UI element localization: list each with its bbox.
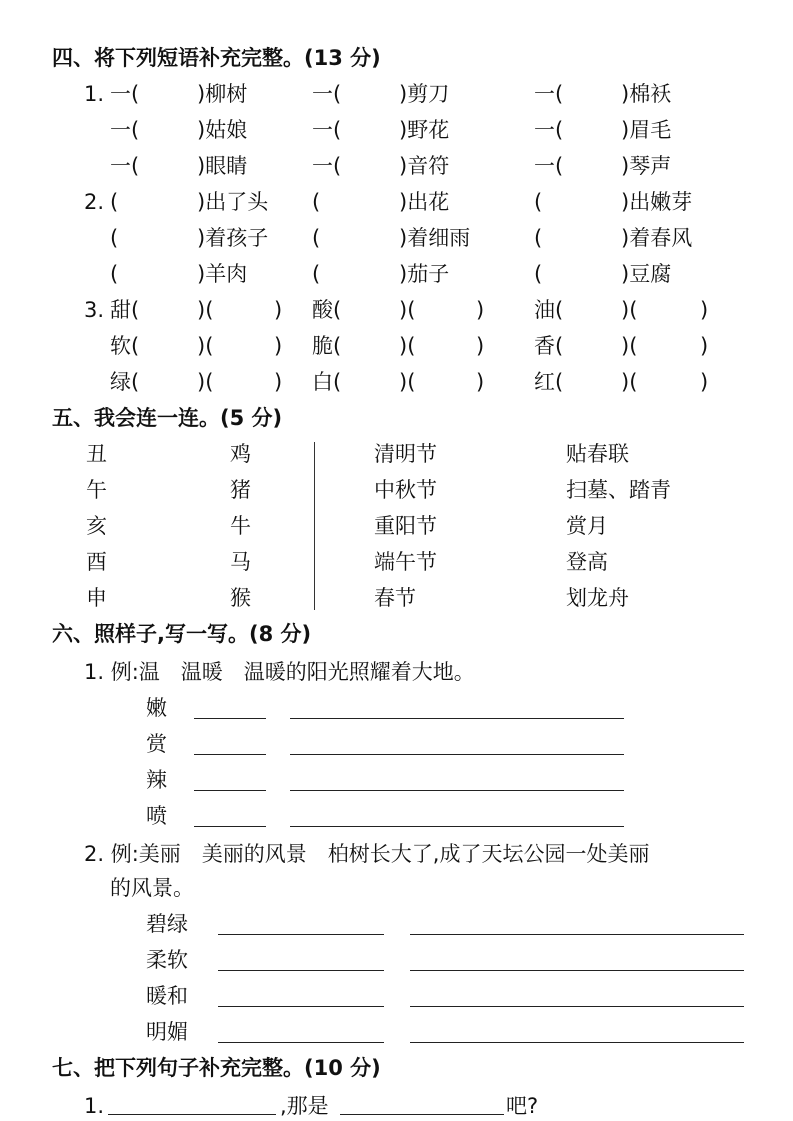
q4-1-number: 1.: [84, 82, 105, 106]
ex1-word-blank[interactable]: [194, 826, 266, 827]
custom-item[interactable]: 扫墓、踏青: [566, 478, 671, 502]
q4-2-word: )出了头: [197, 190, 269, 214]
q4-2-number: 2.: [84, 190, 105, 214]
q4-1-blank-open: 一(: [534, 118, 564, 142]
ex2-phrase-blank[interactable]: [218, 1006, 384, 1007]
q4-3-paren: ): [476, 298, 485, 322]
q4-3-char: 油(: [534, 298, 564, 322]
ex1-word-blank[interactable]: [194, 718, 266, 719]
q4-1-blank-open: 一(: [312, 118, 342, 142]
q7-1-middle: ,那是: [280, 1094, 329, 1118]
q4-1-blank-open: 一(: [312, 154, 342, 178]
ex2-sentence-blank[interactable]: [410, 934, 744, 935]
festival-item[interactable]: 重阳节: [374, 514, 437, 538]
q4-3-char: 白(: [312, 370, 342, 394]
column-divider: [314, 442, 315, 610]
q4-1-word: )眉毛: [621, 118, 672, 142]
q4-3-char: 红(: [534, 370, 564, 394]
q4-3-paren: )(: [621, 298, 638, 322]
ex1-word: 喷: [146, 804, 167, 828]
q7-1-blank-1[interactable]: [108, 1114, 276, 1115]
ex1-sentence-blank[interactable]: [290, 826, 624, 827]
q4-1-blank-open: 一(: [110, 82, 140, 106]
example-2-line-2: 的风景。: [110, 876, 194, 900]
q4-1-blank-open: 一(: [534, 82, 564, 106]
q4-3-number: 3.: [84, 298, 105, 322]
section-6-title: 六、照样子,写一写。(8 分): [52, 622, 312, 646]
ex1-word-blank[interactable]: [194, 754, 266, 755]
q7-1-number: 1.: [84, 1094, 105, 1118]
ex2-sentence-blank[interactable]: [410, 970, 744, 971]
zodiac-item[interactable]: 亥: [86, 514, 107, 538]
section-7-title: 七、把下列句子补充完整。(10 分): [52, 1056, 381, 1080]
custom-item[interactable]: 登高: [566, 550, 608, 574]
animal-item[interactable]: 鸡: [230, 442, 251, 466]
q4-3-paren: )(: [197, 298, 214, 322]
example-1: 1. 例:温 温暖 温暖的阳光照耀着大地。: [84, 660, 475, 684]
q4-3-char: 软(: [110, 334, 140, 358]
q4-3-paren: ): [700, 298, 709, 322]
q4-1-word: )姑娘: [197, 118, 248, 142]
ex2-phrase-blank[interactable]: [218, 934, 384, 935]
festival-item[interactable]: 春节: [374, 586, 416, 610]
festival-item[interactable]: 中秋节: [374, 478, 437, 502]
q4-2-blank-open: (: [312, 226, 321, 250]
q4-3-paren: ): [274, 334, 283, 358]
ex2-word: 柔软: [146, 948, 188, 972]
q4-3-paren: ): [274, 298, 283, 322]
q4-1-word: )剪刀: [399, 82, 450, 106]
ex1-word: 嫩: [146, 696, 167, 720]
q4-3-paren: )(: [399, 298, 416, 322]
q4-1-blank-open: 一(: [110, 154, 140, 178]
section-4-title: 四、将下列短语补充完整。(13 分): [52, 46, 381, 70]
q4-3-paren: ): [700, 370, 709, 394]
q4-2-blank-open: (: [312, 262, 321, 286]
q4-3-char: 酸(: [312, 298, 342, 322]
ex2-word: 碧绿: [146, 912, 188, 936]
q4-2-word: )着春风: [621, 226, 693, 250]
q4-1-word: )柳树: [197, 82, 248, 106]
q4-3-char: 脆(: [312, 334, 342, 358]
q4-2-blank-open: (: [534, 226, 543, 250]
q7-1-end: 吧?: [506, 1094, 539, 1118]
festival-item[interactable]: 清明节: [374, 442, 437, 466]
ex2-phrase-blank[interactable]: [218, 1042, 384, 1043]
q4-3-paren: ): [476, 334, 485, 358]
ex2-sentence-blank[interactable]: [410, 1042, 744, 1043]
ex1-sentence-blank[interactable]: [290, 790, 624, 791]
q4-3-paren: )(: [197, 334, 214, 358]
q4-3-paren: ): [274, 370, 283, 394]
example-2-line-1: 2. 例:美丽 美丽的风景 柏树长大了,成了天坛公园一处美丽: [84, 842, 650, 866]
festival-item[interactable]: 端午节: [374, 550, 437, 574]
q4-2-blank-open: (: [534, 262, 543, 286]
q4-1-word: )棉袄: [621, 82, 672, 106]
q4-1-blank-open: 一(: [110, 118, 140, 142]
zodiac-item[interactable]: 申: [86, 586, 107, 610]
custom-item[interactable]: 贴春联: [566, 442, 629, 466]
q4-2-blank-open: (: [312, 190, 321, 214]
q4-3-char: 甜(: [110, 298, 140, 322]
zodiac-item[interactable]: 午: [86, 478, 107, 502]
q4-2-blank-open: (: [534, 190, 543, 214]
ex1-word: 赏: [146, 732, 167, 756]
q4-2-word: )豆腐: [621, 262, 672, 286]
q4-2-blank-open: (: [110, 226, 119, 250]
q4-3-char: 香(: [534, 334, 564, 358]
q4-1-word: )野花: [399, 118, 450, 142]
q4-2-word: )出花: [399, 190, 450, 214]
q4-1-word: )眼睛: [197, 154, 248, 178]
q4-1-blank-open: 一(: [312, 82, 342, 106]
q4-2-word: )出嫩芽: [621, 190, 693, 214]
ex1-sentence-blank[interactable]: [290, 718, 624, 719]
ex1-word-blank[interactable]: [194, 790, 266, 791]
custom-item[interactable]: 赏月: [566, 514, 608, 538]
q4-3-paren: )(: [399, 334, 416, 358]
q4-3-paren: )(: [399, 370, 416, 394]
ex2-phrase-blank[interactable]: [218, 970, 384, 971]
animal-item[interactable]: 猪: [230, 478, 251, 502]
q4-1-blank-open: 一(: [534, 154, 564, 178]
q4-2-blank-open: (: [110, 262, 119, 286]
ex2-word: 暖和: [146, 984, 188, 1008]
q4-2-word: )茄子: [399, 262, 450, 286]
q4-3-paren: ): [476, 370, 485, 394]
custom-item[interactable]: 划龙舟: [566, 586, 629, 610]
zodiac-item[interactable]: 丑: [86, 442, 107, 466]
animal-item[interactable]: 猴: [230, 586, 251, 610]
q4-2-word: )着孩子: [197, 226, 269, 250]
q4-3-char: 绿(: [110, 370, 140, 394]
q4-2-word: )羊肉: [197, 262, 248, 286]
ex2-word: 明媚: [146, 1020, 188, 1044]
q4-1-word: )音符: [399, 154, 450, 178]
ex1-sentence-blank[interactable]: [290, 754, 624, 755]
animal-item[interactable]: 马: [230, 550, 251, 574]
q4-3-paren: )(: [621, 334, 638, 358]
ex2-sentence-blank[interactable]: [410, 1006, 744, 1007]
animal-item[interactable]: 牛: [230, 514, 251, 538]
ex1-word: 辣: [146, 768, 167, 792]
q7-1-blank-2[interactable]: [340, 1114, 504, 1115]
q4-2-blank-open: (: [110, 190, 119, 214]
q4-3-paren: )(: [621, 370, 638, 394]
q4-3-paren: ): [700, 334, 709, 358]
zodiac-item[interactable]: 酉: [86, 550, 107, 574]
q4-1-word: )琴声: [621, 154, 672, 178]
q4-2-word: )着细雨: [399, 226, 471, 250]
q4-3-paren: )(: [197, 370, 214, 394]
section-5-title: 五、我会连一连。(5 分): [52, 406, 283, 430]
